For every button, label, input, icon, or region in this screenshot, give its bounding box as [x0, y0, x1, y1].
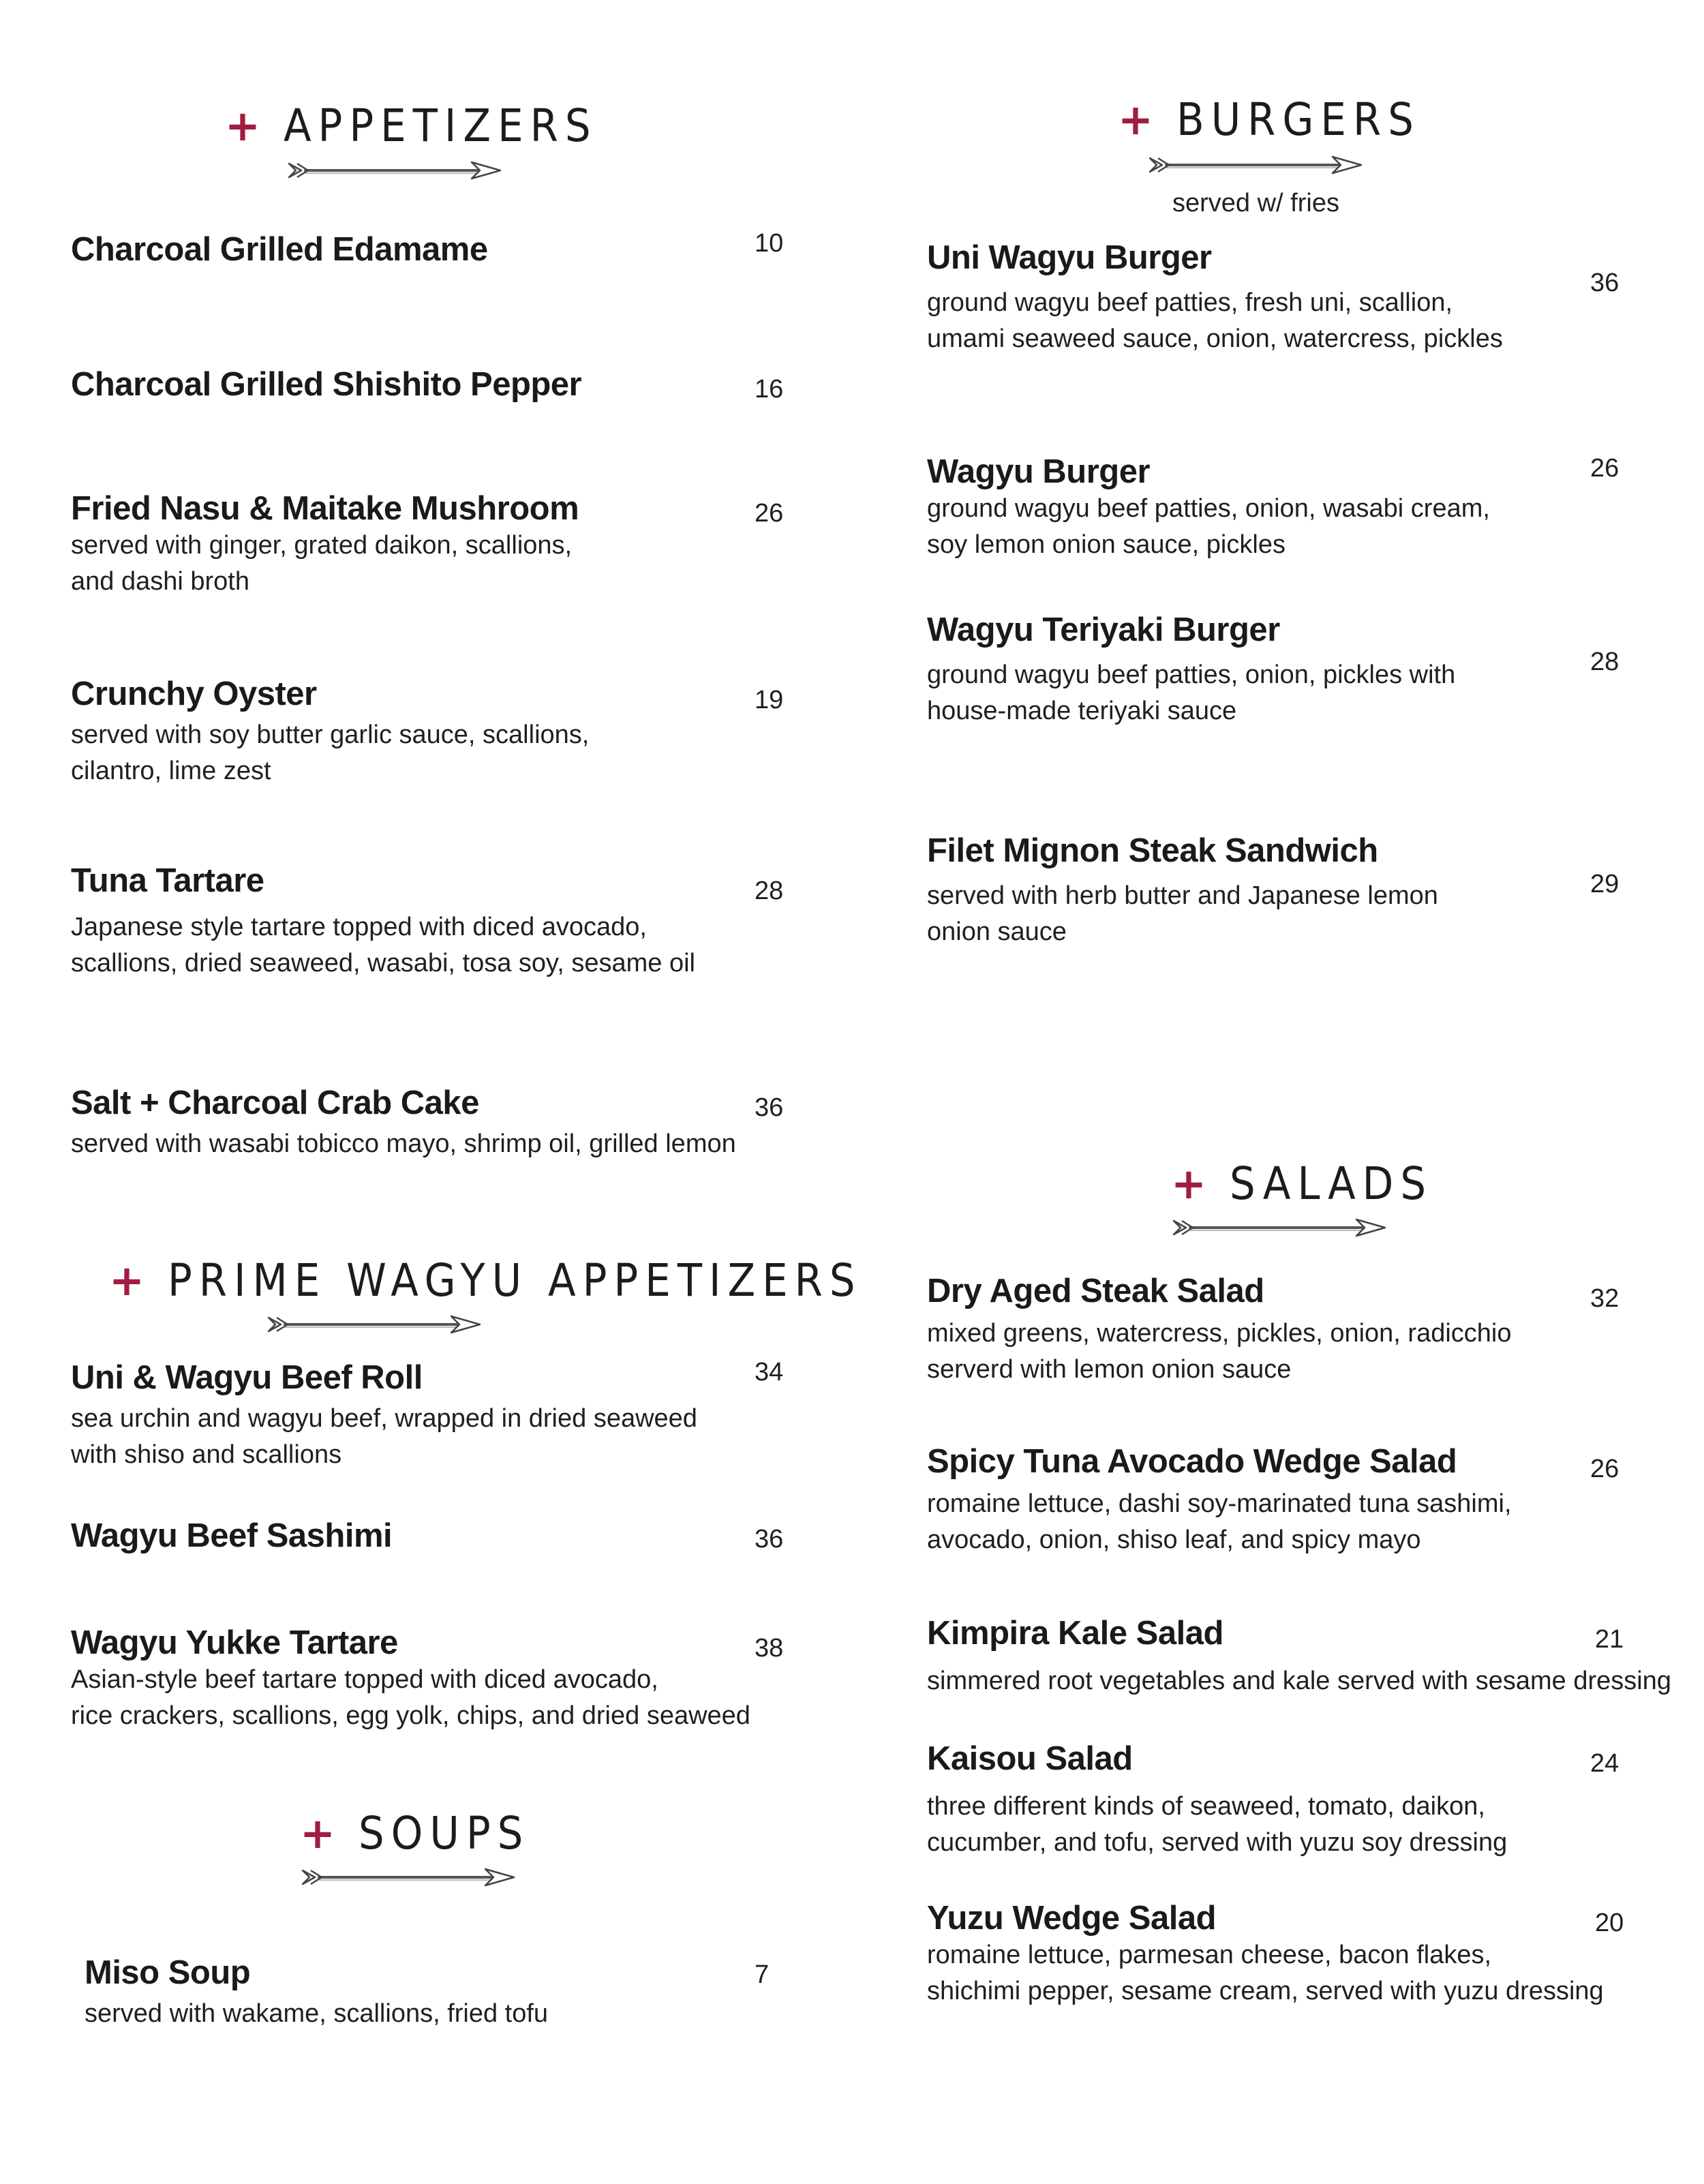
plus-icon: +	[1171, 1159, 1206, 1209]
item-description: cilantro, lime zest	[71, 757, 271, 785]
item-name: Miso Soup	[85, 1954, 251, 1991]
item-description: with shiso and scallions	[71, 1440, 342, 1469]
item-description: sea urchin and wagyu beef, wrapped in dried seaweed	[71, 1404, 697, 1433]
item-price: 24	[1590, 1749, 1619, 1778]
item-description: shichimi pepper, sesame cream, served with yuzu dressing	[927, 1977, 1604, 2005]
menu-item	[71, 489, 579, 600]
item-price: 20	[1595, 1909, 1624, 1937]
item-price: 26	[755, 499, 784, 528]
item-name: Fried Nasu & Maitake Mushroom	[71, 490, 579, 527]
item-description: romaine lettuce, dashi soy-marinated tuna sashimi,	[927, 1489, 1512, 1518]
item-description: house-made teriyaki sauce	[927, 697, 1237, 725]
plus-icon: +	[1118, 95, 1153, 145]
menu-item	[71, 230, 488, 269]
menu-item	[927, 1272, 1512, 1388]
arrow-divider-icon	[1147, 153, 1365, 177]
menu-item	[927, 1442, 1512, 1558]
item-description: mixed greens, watercress, pickles, onion, radicchio	[927, 1319, 1512, 1348]
item-description: onion sauce	[927, 917, 1067, 946]
item-name: Charcoal Grilled Edamame	[71, 231, 488, 268]
item-description: simmered root vegetables and kale served with sesame dressing	[927, 1667, 1671, 1695]
item-name: Charcoal Grilled Shishito Pepper	[71, 366, 582, 403]
item-description: three different kinds of seaweed, tomato, daikon,	[927, 1792, 1485, 1821]
item-name: Filet Mignon Steak Sandwich	[927, 832, 1378, 869]
section-title: SOUPS	[358, 1807, 530, 1860]
menu-item	[71, 1624, 750, 1734]
section-title: PRIME WAGYU APPETIZERS	[167, 1254, 862, 1307]
item-name: Dry Aged Steak Salad	[927, 1273, 1264, 1309]
item-price: 26	[1590, 1455, 1619, 1483]
item-description: scallions, dried seaweed, wasabi, tosa soy, sesame oil	[71, 949, 695, 977]
plus-icon: +	[109, 1256, 144, 1305]
item-price: 10	[755, 229, 784, 258]
menu-item	[927, 1740, 1507, 1861]
item-name: Uni Wagyu Burger	[927, 239, 1212, 276]
menu-item	[927, 239, 1503, 357]
arrow-divider-icon	[266, 1312, 484, 1337]
menu-item	[71, 1517, 392, 1555]
item-description: served with herb butter and Japanese lemon	[927, 881, 1438, 910]
section-title: BURGERS	[1176, 93, 1420, 146]
menu-item	[927, 611, 1455, 729]
item-price: 7	[755, 1960, 770, 1989]
item-description: soy lemon onion sauce, pickles	[927, 530, 1285, 559]
arrow-divider-icon	[300, 1865, 518, 1890]
item-description: ground wagyu beef patties, onion, wasabi cream,	[927, 494, 1490, 523]
item-name: Kaisou Salad	[927, 1740, 1133, 1777]
item-price: 36	[1590, 269, 1619, 297]
menu-item	[71, 1359, 697, 1473]
burgers-note: served w/ fries	[1172, 189, 1339, 217]
item-price: 36	[755, 1525, 784, 1553]
item-description: cucumber, and tofu, served with yuzu soy dressing	[927, 1828, 1508, 1857]
item-price: 29	[1590, 870, 1619, 898]
appetizers-heading	[225, 100, 598, 152]
prime-wagyu-heading	[109, 1254, 862, 1307]
item-description: ground wagyu beef patties, fresh uni, scallion,	[927, 288, 1453, 317]
item-description: served with ginger, grated daikon, scallions,	[71, 531, 573, 560]
item-name: Crunchy Oyster	[71, 676, 317, 712]
item-name: Spicy Tuna Avocado Wedge Salad	[927, 1443, 1457, 1480]
item-description: ground wagyu beef patties, onion, pickles with	[927, 661, 1456, 689]
item-description: served with wakame, scallions, fried tofu	[85, 1999, 549, 2028]
item-description: served with soy butter garlic sauce, scallions,	[71, 721, 590, 749]
item-description: and dashi broth	[71, 567, 249, 596]
item-price: 21	[1595, 1625, 1624, 1654]
item-description: rice crackers, scallions, egg yolk, chips, and dried seaweed	[71, 1701, 750, 1730]
item-name: Wagyu Yukke Tartare	[71, 1624, 398, 1661]
item-price: 26	[1590, 454, 1619, 483]
arrow-divider-icon	[286, 158, 504, 183]
menu-item	[71, 862, 695, 982]
menu-item	[71, 365, 581, 404]
menu-item	[927, 832, 1438, 950]
soups-heading	[300, 1807, 530, 1860]
burgers-heading	[1118, 93, 1420, 146]
item-description: serverd with lemon onion sauce	[927, 1355, 1292, 1384]
item-price: 38	[755, 1634, 784, 1663]
menu-item	[927, 1614, 1671, 1699]
menu-item	[71, 675, 589, 789]
item-name: Wagyu Burger	[927, 453, 1151, 490]
item-price: 19	[755, 686, 784, 714]
menu-item	[927, 453, 1490, 563]
item-price: 28	[755, 877, 784, 905]
item-name: Uni & Wagyu Beef Roll	[71, 1359, 423, 1396]
item-description: umami seaweed sauce, onion, watercress, pickles	[927, 324, 1503, 353]
item-price: 28	[1590, 648, 1619, 676]
section-title: SALADS	[1229, 1157, 1433, 1210]
item-name: Tuna Tartare	[71, 862, 264, 899]
salads-heading	[1171, 1157, 1433, 1210]
item-description: Japanese style tartare topped with diced avocado,	[71, 913, 647, 941]
item-description: avocado, onion, shiso leaf, and spicy mayo	[927, 1526, 1421, 1554]
item-description: served with wasabi tobicco mayo, shrimp oil, grilled lemon	[71, 1129, 736, 1158]
item-price: 36	[755, 1093, 784, 1122]
plus-icon: +	[300, 1808, 335, 1858]
item-price: 32	[1590, 1284, 1619, 1313]
item-name: Salt + Charcoal Crab Cake	[71, 1085, 479, 1121]
plus-icon: +	[225, 101, 260, 151]
item-description: Asian-style beef tartare topped with diced avocado,	[71, 1665, 658, 1694]
arrow-divider-icon	[1171, 1215, 1389, 1240]
item-description: romaine lettuce, parmesan cheese, bacon flakes,	[927, 1941, 1492, 1969]
item-name: Wagyu Beef Sashimi	[71, 1517, 393, 1554]
item-name: Yuzu Wedge Salad	[927, 1900, 1217, 1937]
section-title: APPETIZERS	[283, 100, 598, 152]
menu-item	[71, 1084, 736, 1162]
item-price: 16	[755, 375, 784, 404]
menu-item	[927, 1899, 1604, 2009]
item-price: 34	[755, 1358, 784, 1386]
item-name: Wagyu Teriyaki Burger	[927, 611, 1280, 648]
menu-item	[85, 1954, 548, 2032]
item-name: Kimpira Kale Salad	[927, 1615, 1223, 1652]
